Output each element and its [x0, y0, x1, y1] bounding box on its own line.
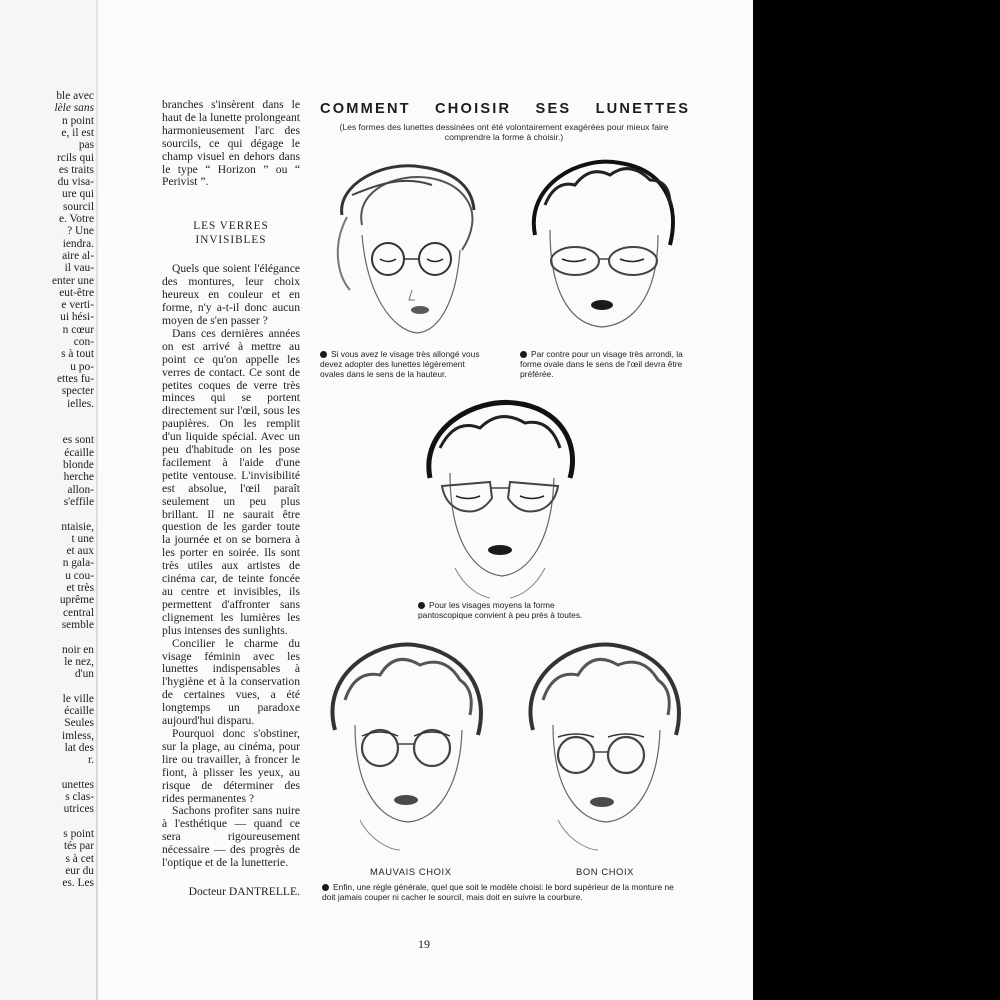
left-page-fragment: ? Une — [67, 225, 94, 238]
article-subtitle: (Les formes des lunettes dessinées ont été volontairement exagérées pour mieux faire comprendre la forme à choisir.) — [339, 122, 669, 142]
left-page-fragment: e verti- — [61, 299, 94, 312]
left-page-fragment: le ville — [62, 692, 94, 705]
left-page-fragment: utrices — [63, 803, 94, 816]
caption-long-face: Si vous avez le visage très allongé vous devez adopter des lunettes légèrement ovales dans le sens de la hauteur. — [320, 349, 480, 380]
left-page-fragment: ui hési- — [60, 311, 94, 324]
left-page-fragment: s'effile — [63, 495, 94, 508]
left-page-fragment: allon- — [67, 483, 94, 496]
bullet-icon — [520, 351, 527, 358]
left-page-fragment: le nez, — [64, 655, 94, 668]
left-page-fragment: ettes fu- — [56, 372, 94, 385]
left-page-fragment: e. Votre — [58, 213, 94, 225]
paragraph-3: Concilier le charme du visage féminin avec les lunettes indispensables à l'hygiène et à la conservation de certaines vues, a été longtemps un paradoxe aujourd'hui disparu. — [162, 636, 300, 728]
left-page-fragment: il vau- — [64, 262, 94, 275]
left-page-fragment: es traits — [58, 163, 94, 176]
left-page-fragment: s à tout — [61, 348, 94, 361]
good-choice-illustration — [518, 640, 688, 850]
left-page-fragment: central — [63, 606, 94, 619]
section-heading-line1: LES VERRES — [193, 220, 269, 233]
left-page-fragment: et aux — [66, 545, 94, 558]
left-page-fragment: herche — [63, 471, 94, 484]
left-page-fragment: ntaisie, — [61, 520, 94, 533]
left-page-fragment: aire al- — [62, 249, 94, 262]
left-page-fragment: tés par — [63, 840, 94, 853]
left-page-fragment: noir en — [62, 643, 94, 656]
left-page-fragment: écaille — [64, 705, 94, 717]
left-page-fragment: unettes — [61, 778, 94, 791]
left-page-fragment: eut-être — [59, 286, 94, 299]
article-text-column — [162, 99, 300, 899]
left-page-fragment: imless, — [62, 729, 94, 742]
bullet-icon — [418, 602, 425, 609]
left-page-fragment: specter — [61, 385, 94, 398]
bullet-icon — [322, 884, 329, 891]
left-page-fragment: con- — [73, 336, 94, 348]
left-page-fragment: s point — [63, 828, 94, 840]
paragraph-5: Sachons profiter sans nuire à l'esthétique — quand ce sera rigoureusement nécessaire — des progrès de l'optique et de la lunetterie. — [162, 804, 300, 870]
left-page-fragment: ble avec — [56, 90, 94, 102]
left-page-fragment: s clas- — [65, 791, 94, 804]
left-page-fragment: eur du — [65, 864, 94, 877]
left-page-fragment: semble — [61, 618, 94, 631]
bullet-icon — [320, 351, 327, 358]
left-page-fragment: s à cet — [65, 852, 94, 865]
left-page-fragment: ielles. — [67, 397, 94, 410]
left-page-fragment: es sont — [62, 434, 94, 447]
left-page-fragment: rcils qui — [56, 151, 94, 164]
page-number: 19 — [418, 937, 430, 951]
section-heading-line2: INVISIBLES — [195, 234, 267, 247]
left-page-fragment: t une — [71, 532, 94, 545]
paragraph-2: Dans ces dernières années on est arrivé à mettre au point ce qu'on appelle les verres de contact. Ce sont de petites coques de verre très minces qui se portent directement sur l'œil, sous les paupières. On les remplit d'un liquide spécial. Avec un peu d'habitude on les pose facilement à l'aide d'une petite ventouse. L'invisibilité est absolue, l'œil paraît seulement un peu plus brillant. Il ne saurait être question de les garder toute la journée et on se bornera à les porter en soirée. Ils sont très utiles aux artistes de cinéma car, de teinte foncée au centre et invisibles, ils permettent d'affronter sans clignement les lumières les plus intenses des sunlights. — [162, 326, 300, 637]
left-page-fragment: blonde — [62, 459, 94, 471]
bad-choice-illustration — [320, 640, 490, 850]
left-page-fragment: n cœur — [62, 323, 94, 336]
section-heading — [162, 219, 300, 247]
article-title: COMMENT CHOISIR SES LUNETTES — [320, 101, 691, 117]
left-page-fragment: lat des — [64, 741, 94, 754]
left-page-fragment: Seules — [64, 717, 94, 730]
long-face-illustration — [322, 155, 482, 345]
medium-face-illustration — [420, 398, 580, 598]
left-page-fragment: n gala- — [62, 557, 94, 570]
author-signature: Docteur DANTRELLE. — [188, 884, 300, 898]
left-page-margin — [0, 0, 98, 1000]
left-page-fragment: e, il est — [61, 126, 94, 139]
left-page-fragment: lèle sans — [54, 102, 94, 115]
paragraph-4: Pourquoi donc s'obstiner, sur la plage, au cinéma, pour lire ou travailler, à froncer le fiont, à plisser les yeux, au risque de déterminer des rides permanentes ? — [162, 726, 300, 805]
left-page-fragment: ure qui — [62, 188, 94, 201]
intro-paragraph: branches s'insèrent dans le haut de la lunette prolongeant harmonieusement l'arc des sourcils, ce qui dégage le champ visuel en dehors dans le type “ Horizon ” ou “ Perivist ”. — [162, 98, 300, 189]
bad-choice-label: MAUVAIS CHOIX — [370, 866, 452, 877]
left-page-fragment: es. Les — [62, 877, 94, 890]
paragraph-1: Quels que soient l'élégance des montures, leur choix heureux en couleur et en forme, n'y a-t-il donc aucun moyen de s'en passer ? — [162, 262, 300, 327]
left-page-fragment: d'un — [74, 668, 94, 681]
left-page-fragment: enter une — [51, 274, 94, 287]
left-page-fragment: iendra. — [62, 237, 94, 250]
caption-general-rule: Enfin, une règle générale, quel que soit le modèle choisi: le bord supérieur de la monture ne doit jamais couper ni cacher le sourcil, mais doit en suivre la courbure. — [322, 882, 674, 903]
caption-round-face: Par contre pour un visage très arrondi, la forme ovale dans le sens de l'œil devra être préférée. — [520, 349, 683, 380]
good-choice-label: BON CHOIX — [576, 866, 635, 877]
left-page-fragment: du visa- — [57, 176, 94, 189]
left-page-fragment: pas — [78, 139, 94, 152]
left-page-fragment: u po- — [70, 360, 94, 373]
left-page-fragment: uprême — [59, 594, 94, 607]
left-page-fragment: sourcil — [62, 200, 94, 213]
left-page-fragment: r. — [87, 754, 94, 767]
left-page-fragment: et très — [66, 582, 94, 594]
left-page-fragment: écaille — [64, 446, 94, 459]
round-face-illustration — [520, 155, 685, 345]
left-page-fragment: n point — [62, 114, 94, 127]
left-page-fragment: u cou- — [65, 569, 94, 582]
caption-medium-face: Pour les visages moyens la forme pantoscopique convient à peu près à toutes. — [418, 600, 583, 621]
